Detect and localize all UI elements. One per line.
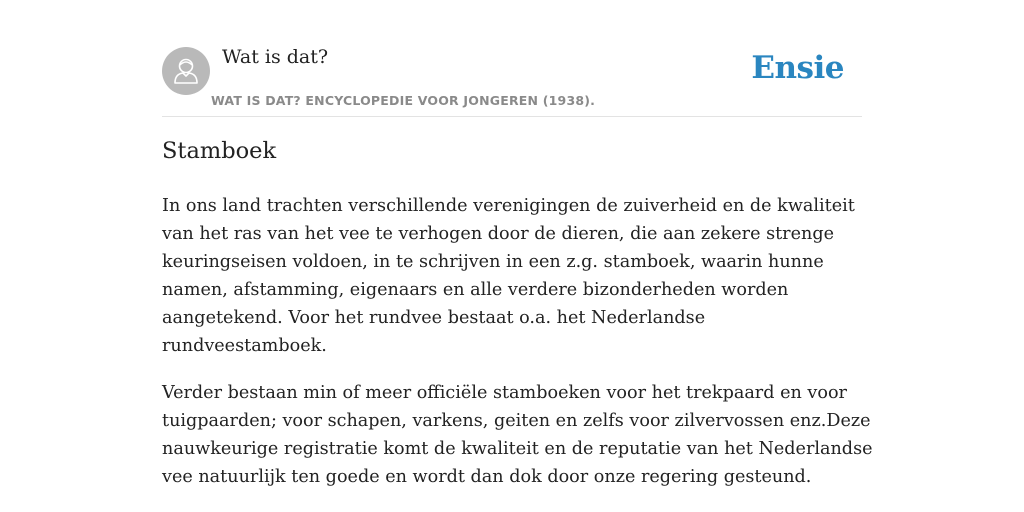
article-paragraph: In ons land trachten verschillende verenigingen de zuiverheid en de kwaliteit van het ras van het vee te verhogen door de dieren, die aan zekere strenge keuringseisen voldoen, in te schrijven in een z.g. stamboek, waarin hunne namen, afstamming, eigenaars en alle verdere bizonderheden worden aangetekend. Voor het rundvee bestaat o.a. het Nederlandse rundveestamboek. — [162, 196, 855, 356]
article-header — [162, 40, 862, 117]
user-avatar-icon[interactable] — [162, 47, 210, 95]
article-title: Stamboek — [162, 138, 277, 164]
article-paragraph: Verder bestaan min of meer officiële stamboeken voor het trekpaard en voor tuigpaarden; voor schapen, varkens, geiten en zelfs voor zilvervossen enz.Deze nauwkeurige registratie komt de kwaliteit en de reputatie van het Nederlandse vee natuurlijk ten goede en wordt dan dok door onze regering gesteund. — [162, 383, 873, 487]
article-body — [162, 192, 874, 510]
author-name[interactable]: Wat is dat? — [222, 46, 329, 68]
person-outline-icon — [162, 47, 210, 95]
source-citation: WAT IS DAT? ENCYCLOPEDIE VOOR JONGEREN (1938). — [211, 93, 596, 108]
ensie-logo[interactable]: Ensie — [751, 50, 844, 86]
